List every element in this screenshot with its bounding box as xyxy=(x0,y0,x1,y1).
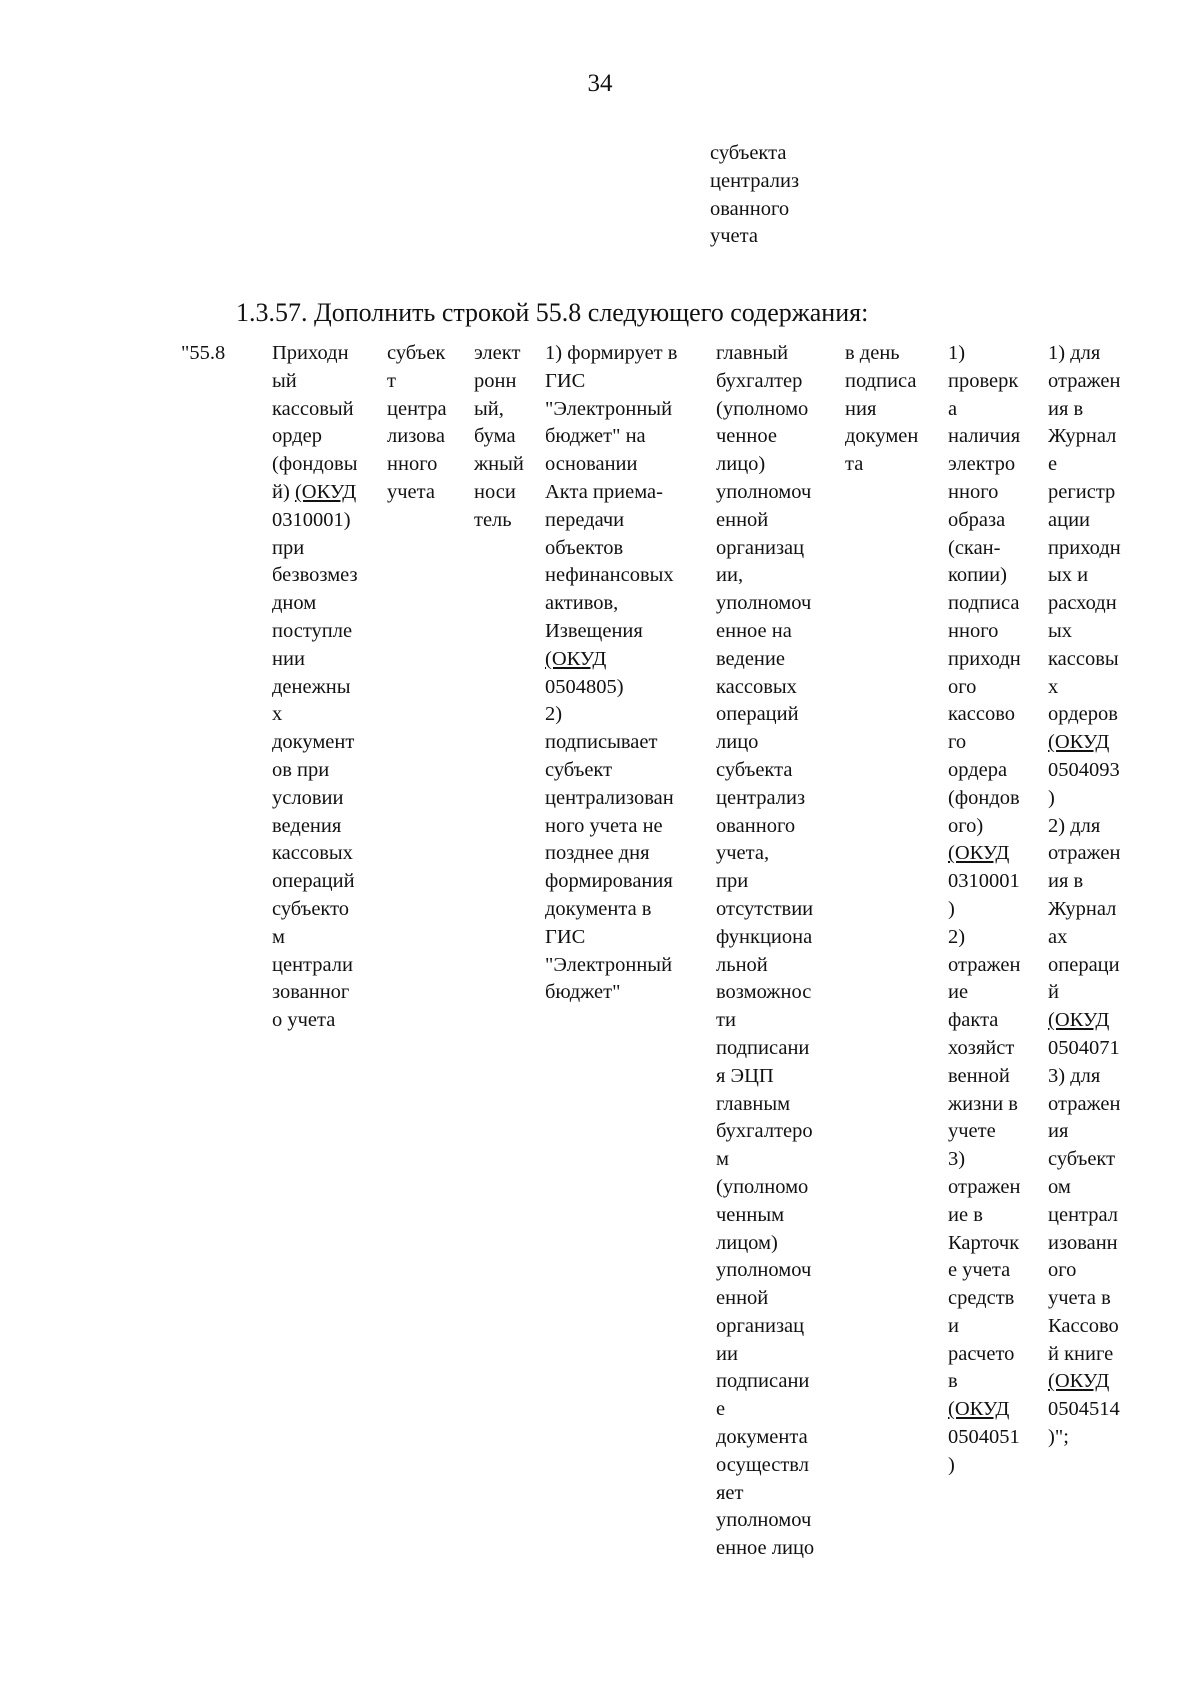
cell-line: централ xyxy=(1048,1203,1119,1226)
cell-line: ованного xyxy=(716,814,796,837)
cell-line: ии, xyxy=(716,564,744,587)
cell-line: нефинансовых xyxy=(545,564,674,587)
cell-line: 0504805) xyxy=(545,675,624,698)
cell-line: (уполномо xyxy=(716,397,809,420)
cell-line: средств xyxy=(948,1287,1015,1310)
cell-line: (ОКУД xyxy=(545,647,607,670)
cell-line: бухгалтеро xyxy=(716,1120,813,1143)
cell-line: бюджет" xyxy=(545,981,621,1004)
cell-line: условии xyxy=(272,786,344,809)
cell-line: субъект xyxy=(1048,1148,1116,1171)
cell-line: е xyxy=(1048,453,1058,476)
cell-line: енной xyxy=(716,508,769,531)
cell-line: Кассово xyxy=(1048,1314,1119,1337)
cell-line: подписани xyxy=(716,1370,810,1393)
cell-line: субъект xyxy=(545,758,613,781)
cell-line: (ОКУД xyxy=(948,842,1010,865)
cell-deadline xyxy=(845,340,918,479)
cell-line: х xyxy=(1048,675,1059,698)
cell-line: регистр xyxy=(1048,480,1116,503)
cell-line: Журнал xyxy=(1048,425,1117,448)
cell-line: ного учета не xyxy=(545,814,663,837)
cell-line: при xyxy=(272,536,305,559)
cell-line: осуществл xyxy=(716,1453,809,1476)
cell-line: копии) xyxy=(948,564,1007,587)
cell-line: ) xyxy=(1048,786,1055,809)
cell-line: субъек xyxy=(387,342,446,364)
cell-line: Журнал xyxy=(1048,897,1117,920)
cell-line: 2) для xyxy=(1048,814,1101,837)
cell-line: тель xyxy=(474,508,512,531)
cell-line: Акта приема- xyxy=(545,480,663,503)
cell-line: лицо xyxy=(716,731,759,754)
cell-line: яет xyxy=(716,1481,744,1504)
cell-row-number xyxy=(181,340,225,368)
cell-line: 0504071 xyxy=(1048,1036,1120,1059)
cell-line: й) (ОКУД xyxy=(272,480,357,503)
cell-line: о учета xyxy=(272,1009,336,1032)
cell-line: централиз xyxy=(716,786,806,809)
cell-line: учета, xyxy=(716,842,770,865)
cell-line: 3) для xyxy=(1048,1064,1101,1087)
cell-line: отсутствии xyxy=(716,897,814,920)
cell-line: льной xyxy=(716,953,768,976)
cell-line: уполномоч xyxy=(716,592,812,615)
cell-line: )"; xyxy=(1048,1426,1069,1449)
cell-line: отражен xyxy=(948,953,1021,976)
cell-line: (фондовы xyxy=(272,453,358,476)
cell-line: ченное xyxy=(716,425,777,448)
cell-line: 1) формирует в xyxy=(545,342,678,364)
cell-line: хозяйст xyxy=(948,1036,1015,1059)
cell-line: (уполномо xyxy=(716,1175,809,1198)
cell-line: подписа xyxy=(948,592,1020,615)
cell-line: енной xyxy=(716,1287,769,1310)
cell-line: 2) xyxy=(545,703,563,726)
cell-line: при xyxy=(716,870,749,893)
cell-line: ых и xyxy=(1048,564,1089,587)
section-heading: 1.3.57. Дополнить строкой 55.8 следующего содержания: xyxy=(236,298,869,327)
cell-line: енное на xyxy=(716,619,792,642)
cell-line: м xyxy=(272,925,285,948)
cell-line: ГИС xyxy=(545,369,586,392)
text-line: субъекта xyxy=(710,142,787,164)
cell-line: ации xyxy=(1048,508,1091,531)
text-line: ованного xyxy=(710,197,790,220)
cell-line: в день xyxy=(845,342,900,364)
cell-line: (ОКУД xyxy=(1048,1009,1110,1032)
cell-line: отражен xyxy=(1048,842,1121,865)
cell-line: документа в xyxy=(545,897,652,920)
cell-usage xyxy=(948,340,1021,1480)
cell-line: "Электронный xyxy=(545,953,673,976)
cell-line: отражен xyxy=(1048,369,1121,392)
cell-line: ого xyxy=(948,675,977,698)
cell-line: ) xyxy=(948,1453,955,1476)
cell-line: наличия xyxy=(948,425,1021,448)
cell-line: отражен xyxy=(948,1175,1021,1198)
cell-line: ордера xyxy=(948,758,1008,781)
cell-line: учете xyxy=(948,1120,996,1143)
cell-line: жизни в xyxy=(948,1092,1018,1115)
cell-line: ведение xyxy=(716,647,785,670)
cell-line: го xyxy=(948,731,967,754)
cell-line: ния xyxy=(845,397,877,420)
cell-line: приходн xyxy=(1048,536,1121,559)
cell-line: основании xyxy=(545,453,638,476)
cell-line: ого xyxy=(1048,1259,1077,1282)
cell-line: учета xyxy=(387,480,435,503)
cell-line: операций xyxy=(272,870,355,893)
cell-line: зованног xyxy=(272,981,350,1004)
cell-line: т xyxy=(387,369,396,392)
cell-storage xyxy=(1048,340,1121,1452)
cell-line: расходн xyxy=(1048,592,1117,615)
cell-line: приходн xyxy=(948,647,1021,670)
cell-signer xyxy=(716,340,814,1563)
cell-line: ия xyxy=(1048,1120,1069,1143)
cell-line: изованн xyxy=(1048,1231,1118,1254)
cell-line: организац xyxy=(716,536,805,559)
cell-line: центра xyxy=(387,397,447,420)
cell-line: дном xyxy=(272,592,317,615)
cell-line: централизован xyxy=(545,786,674,809)
cell-line: ых xyxy=(1048,619,1073,642)
cell-line: носи xyxy=(474,480,516,503)
cell-line: документа xyxy=(716,1426,808,1449)
cell-line: ие в xyxy=(948,1203,983,1226)
cell-line: лицо) xyxy=(716,453,766,476)
cell-line: ый xyxy=(272,369,297,392)
cell-line: возможнос xyxy=(716,981,812,1004)
cell-line: е учета xyxy=(948,1259,1011,1282)
cell-line: Извещения xyxy=(545,619,643,642)
cell-line: бухгалтер xyxy=(716,369,803,392)
cell-line: й книге xyxy=(1048,1342,1114,1365)
cell-line: подписани xyxy=(716,1036,810,1059)
cell-line: 0310001) xyxy=(272,508,351,531)
cell-document-name xyxy=(272,340,358,1035)
cell-line: в xyxy=(948,1370,958,1393)
cell-line: активов, xyxy=(545,592,619,615)
cell-line: й xyxy=(1048,981,1059,1004)
cell-line: "55.8 xyxy=(181,342,226,364)
cell-line: 3) xyxy=(948,1148,966,1171)
cell-line: енное лицо xyxy=(716,1537,815,1560)
cell-line: главный xyxy=(716,342,789,364)
cell-line: нии xyxy=(272,647,305,670)
cell-line: Карточк xyxy=(948,1231,1020,1254)
cell-line: венной xyxy=(948,1064,1010,1087)
cell-line: операций xyxy=(716,703,799,726)
cell-line: объектов xyxy=(545,536,624,559)
cell-line: 0504514 xyxy=(1048,1398,1120,1421)
cell-procedure xyxy=(545,340,677,1007)
cell-line: 0504051 xyxy=(948,1426,1020,1449)
cell-line: ие xyxy=(948,981,969,1004)
cell-line: та xyxy=(845,453,864,476)
cell-line: ах xyxy=(1048,925,1068,948)
cell-line: ия в xyxy=(1048,397,1084,420)
cell-line: безвозмез xyxy=(272,564,358,587)
cell-line: нного xyxy=(387,453,438,476)
cell-line: формирования xyxy=(545,870,673,893)
cell-line: ордер xyxy=(272,425,323,448)
cell-line: 0310001 xyxy=(948,870,1020,893)
cell-line: (скан- xyxy=(948,536,1001,559)
cell-line: операци xyxy=(1048,953,1120,976)
cell-line: Приходн xyxy=(272,342,349,364)
cell-line: нного xyxy=(948,619,999,642)
cell-line: ГИС xyxy=(545,925,586,948)
cell-line: кассовых xyxy=(716,675,797,698)
cell-line: поступле xyxy=(272,619,353,642)
cell-line: функциона xyxy=(716,925,813,948)
cell-line: расчето xyxy=(948,1342,1015,1365)
cell-line: и xyxy=(948,1314,959,1337)
cell-line: кассовы xyxy=(1048,647,1119,670)
cell-line: уполномоч xyxy=(716,480,812,503)
carryover-text xyxy=(710,140,799,251)
cell-line: ронн xyxy=(474,369,517,392)
cell-line: кассовых xyxy=(272,842,353,865)
cell-line: нного xyxy=(948,480,999,503)
cell-line: (ОКУД xyxy=(948,1398,1010,1421)
cell-line: ии xyxy=(716,1342,738,1365)
cell-line: докумен xyxy=(845,425,919,448)
cell-line: 0504093 xyxy=(1048,758,1120,781)
cell-line: ого) xyxy=(948,814,984,837)
cell-line: (ОКУД xyxy=(1048,1370,1110,1393)
cell-line: субъекта xyxy=(716,758,793,781)
cell-form xyxy=(474,340,524,535)
cell-line: главным xyxy=(716,1092,791,1115)
cell-line: ордеров xyxy=(1048,703,1118,726)
cell-line: подписа xyxy=(845,369,917,392)
cell-line: организац xyxy=(716,1314,805,1337)
cell-line: подписывает xyxy=(545,731,658,754)
text-line: централиз xyxy=(710,169,800,192)
cell-line: централи xyxy=(272,953,353,976)
cell-line: я ЭЦП xyxy=(716,1064,774,1087)
cell-line: ый, xyxy=(474,397,504,420)
cell-line: х xyxy=(272,703,283,726)
cell-line: лизова xyxy=(387,425,445,448)
cell-line: 2) xyxy=(948,925,966,948)
cell-line: бума xyxy=(474,425,516,448)
cell-line: ченным xyxy=(716,1203,785,1226)
cell-line: е xyxy=(716,1398,726,1421)
cell-line: ) xyxy=(948,897,955,920)
cell-line: кассовый xyxy=(272,397,354,420)
cell-line: уполномоч xyxy=(716,1259,812,1282)
cell-line: 1) xyxy=(948,342,966,364)
cell-line: ведения xyxy=(272,814,342,837)
cell-line: жный xyxy=(474,453,524,476)
cell-line: 1) для xyxy=(1048,342,1101,364)
cell-line: лицом) xyxy=(716,1231,778,1254)
cell-line: ом xyxy=(1048,1175,1071,1198)
cell-line: документ xyxy=(272,731,355,754)
cell-line: отражен xyxy=(1048,1092,1121,1115)
cell-author xyxy=(387,340,447,507)
cell-line: позднее дня xyxy=(545,842,650,865)
text-line: учета xyxy=(710,225,758,248)
cell-line: учета в xyxy=(1048,1287,1111,1310)
cell-line: уполномоч xyxy=(716,1509,812,1532)
cell-line: денежны xyxy=(272,675,351,698)
cell-line: (ОКУД xyxy=(1048,731,1110,754)
cell-line: передачи xyxy=(545,508,625,531)
cell-line: м xyxy=(716,1148,729,1171)
page-number: 34 xyxy=(587,70,613,97)
cell-line: бюджет" на xyxy=(545,425,646,448)
cell-line: образа xyxy=(948,508,1006,531)
cell-line: "Электронный xyxy=(545,397,673,420)
cell-line: ов при xyxy=(272,758,330,781)
cell-line: проверк xyxy=(948,369,1019,392)
cell-line: а xyxy=(948,397,958,420)
cell-line: кассово xyxy=(948,703,1015,726)
cell-line: электро xyxy=(948,453,1016,476)
cell-line: (фондов xyxy=(948,786,1020,809)
cell-line: элект xyxy=(474,342,521,364)
cell-line: факта xyxy=(948,1009,999,1032)
cell-line: субъекто xyxy=(272,897,350,920)
cell-line: ти xyxy=(716,1009,736,1032)
cell-line: ия в xyxy=(1048,870,1084,893)
